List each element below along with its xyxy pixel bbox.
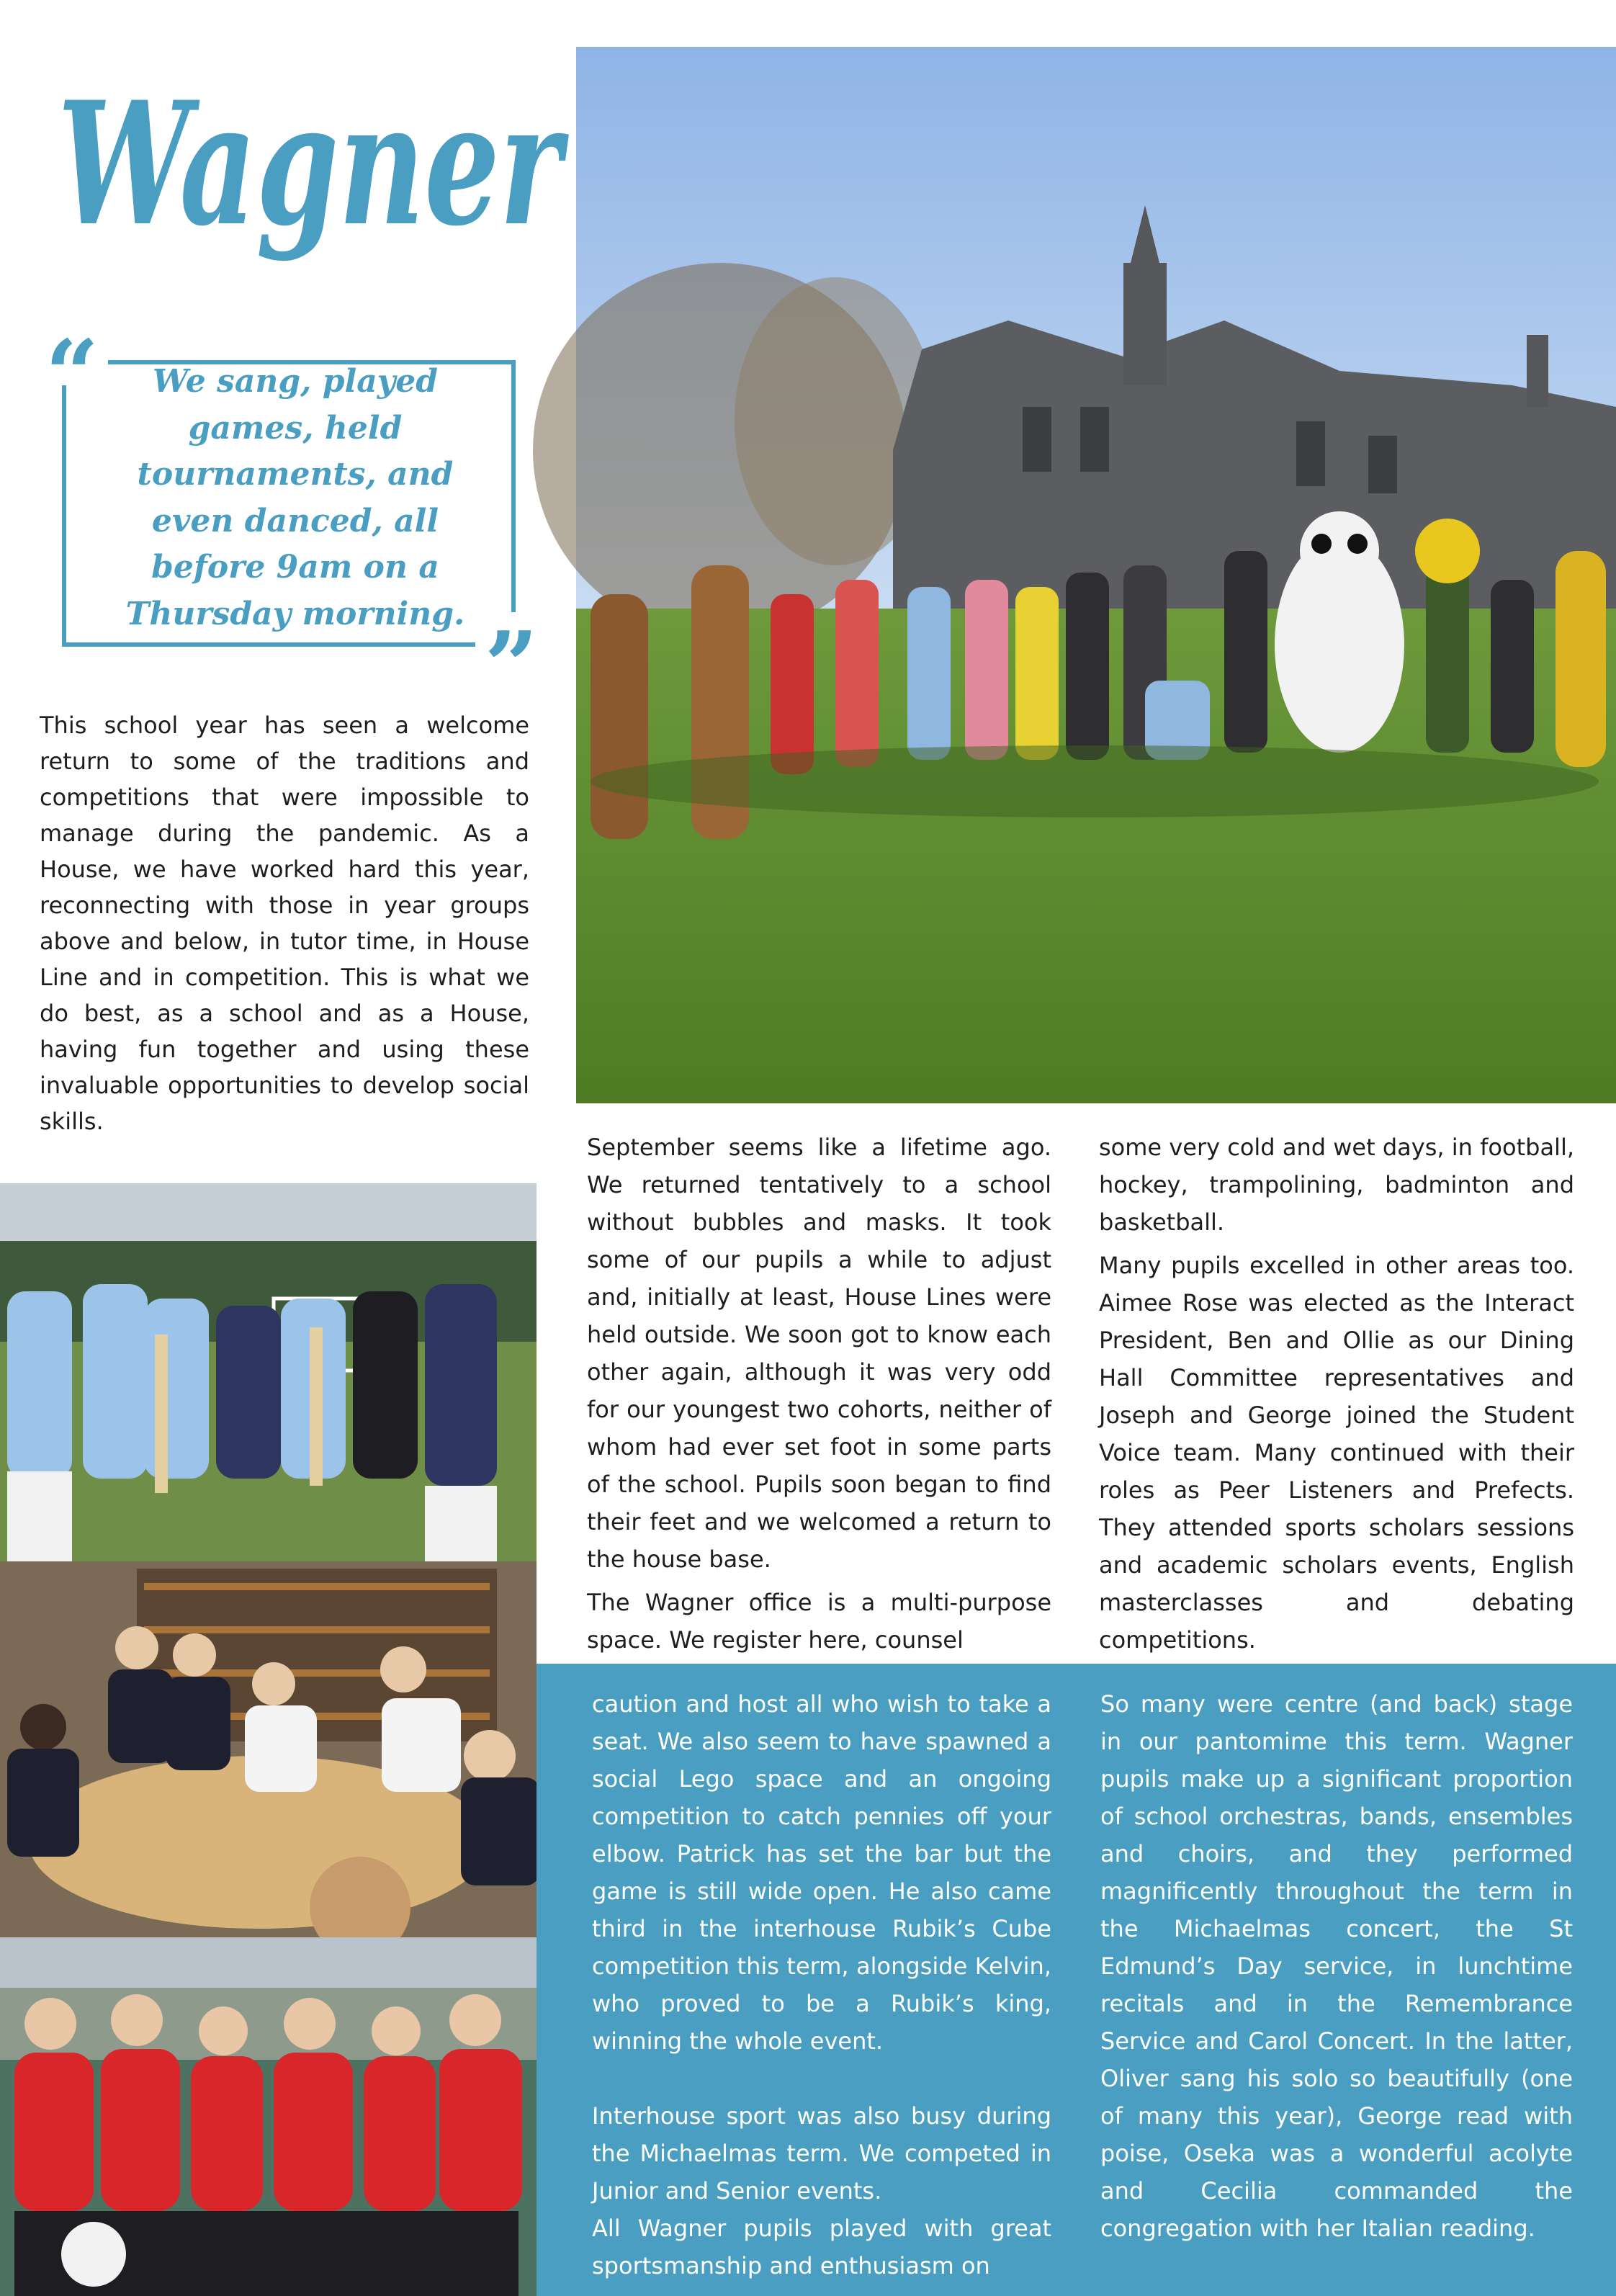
library-table-photo [0,1561,537,1937]
column2-top [1099,1129,1574,1659]
girls-team-photo [0,1937,537,2296]
column2-top-p2: Many pupils excelled in other areas too. Aimee Rose was elected as the Interact President, Ben and Ollie as our Dining Hall Committee representatives and Joseph and George joined the Student Voice team. Many continued with their roles as Peer Listeners and Prefects. They attended sports scholars sessions and academic scholars events, English masterclasses and debating competitions. [1099,1252,1574,1654]
page-title [50,43,569,331]
open-quote-mark: “ [36,320,108,385]
column1-bottom-p2: Interhouse sport was also busy during the Michaelmas term. We competed in Junior and Senior events. [592,2102,1051,2205]
intro-paragraph: This school year has seen a welcome return to some of the traditions and competitions that were impossible to manage during the pandemic. As a House, we have worked hard this year, reconnecting with those in year groups above and below, in tutor time, in House Line and in competition. This is what we do best, as a school and as a House, having fun together and using these invaluable opportunities to develop social skills. [40,712,529,1135]
column1-bottom [592,1685,1051,2284]
house-group-photo [576,47,1616,1103]
close-quote-mark: ” [475,612,547,677]
column2-top-p1: some very cold and wet days, in football, hockey, trampolining, badminton and basketball. [1099,1134,1574,1236]
column1-bottom-p3: All Wagner pupils played with great sportsmanship and enthusiasm on [592,2215,1051,2279]
column1-top-p2: The Wagner office is a multi-purpose space. We register here, counsel [587,1589,1051,1654]
column1-top-p1: September seems like a lifetime ago. We returned tentatively to a school without bubbles and masks. It took some of our pupils a while to adjust and, initially at least, House Lines were held outside. We soon got to know each other again, although it was very odd for our youngest two cohorts, neither of whom had ever set foot in some parts of the school. Pupils soon began to find their feet and we welcomed a return to the house base. [587,1134,1051,1573]
column2-bottom [1100,1685,1573,2247]
page-title-text: Wagner [58,65,570,264]
column2-bottom-p1: So many were centre (and back) stage in our pantomime this term. Wagner pupils make up a significant proportion of school orchestras, bands, ensembles and choirs, and they performed magnificently throughout the term in the Michaelmas concert, the St Edmund’s Day service, in lunchtime recitals and in the Remembrance Service and Carol Concert. In the latter, Oliver sang his solo so beautifully (one of many this year), George read with poise, Oseka was a wonderful acolyte and Cecilia commanded the congregation with her Italian reading. [1100,1690,1573,2242]
cricket-team-photo [0,1183,537,1561]
column1-bottom-p1: caution and host all who wish to take a seat. We also seem to have spawned a social Lego space and an ongoing competition to catch pennies off your elbow. Patrick has set the bar but the game is still wide open. He also came third in the interhouse Rubik’s Cube competition this term, alongside Kelvin, who proved to be a Rubik’s king, winning the whole event. [592,1690,1051,2055]
pull-quote: We sang, played games, held tournaments, and even danced, all before 9am on a Thursday morning. [125,363,465,632]
column1-top [587,1129,1051,1659]
